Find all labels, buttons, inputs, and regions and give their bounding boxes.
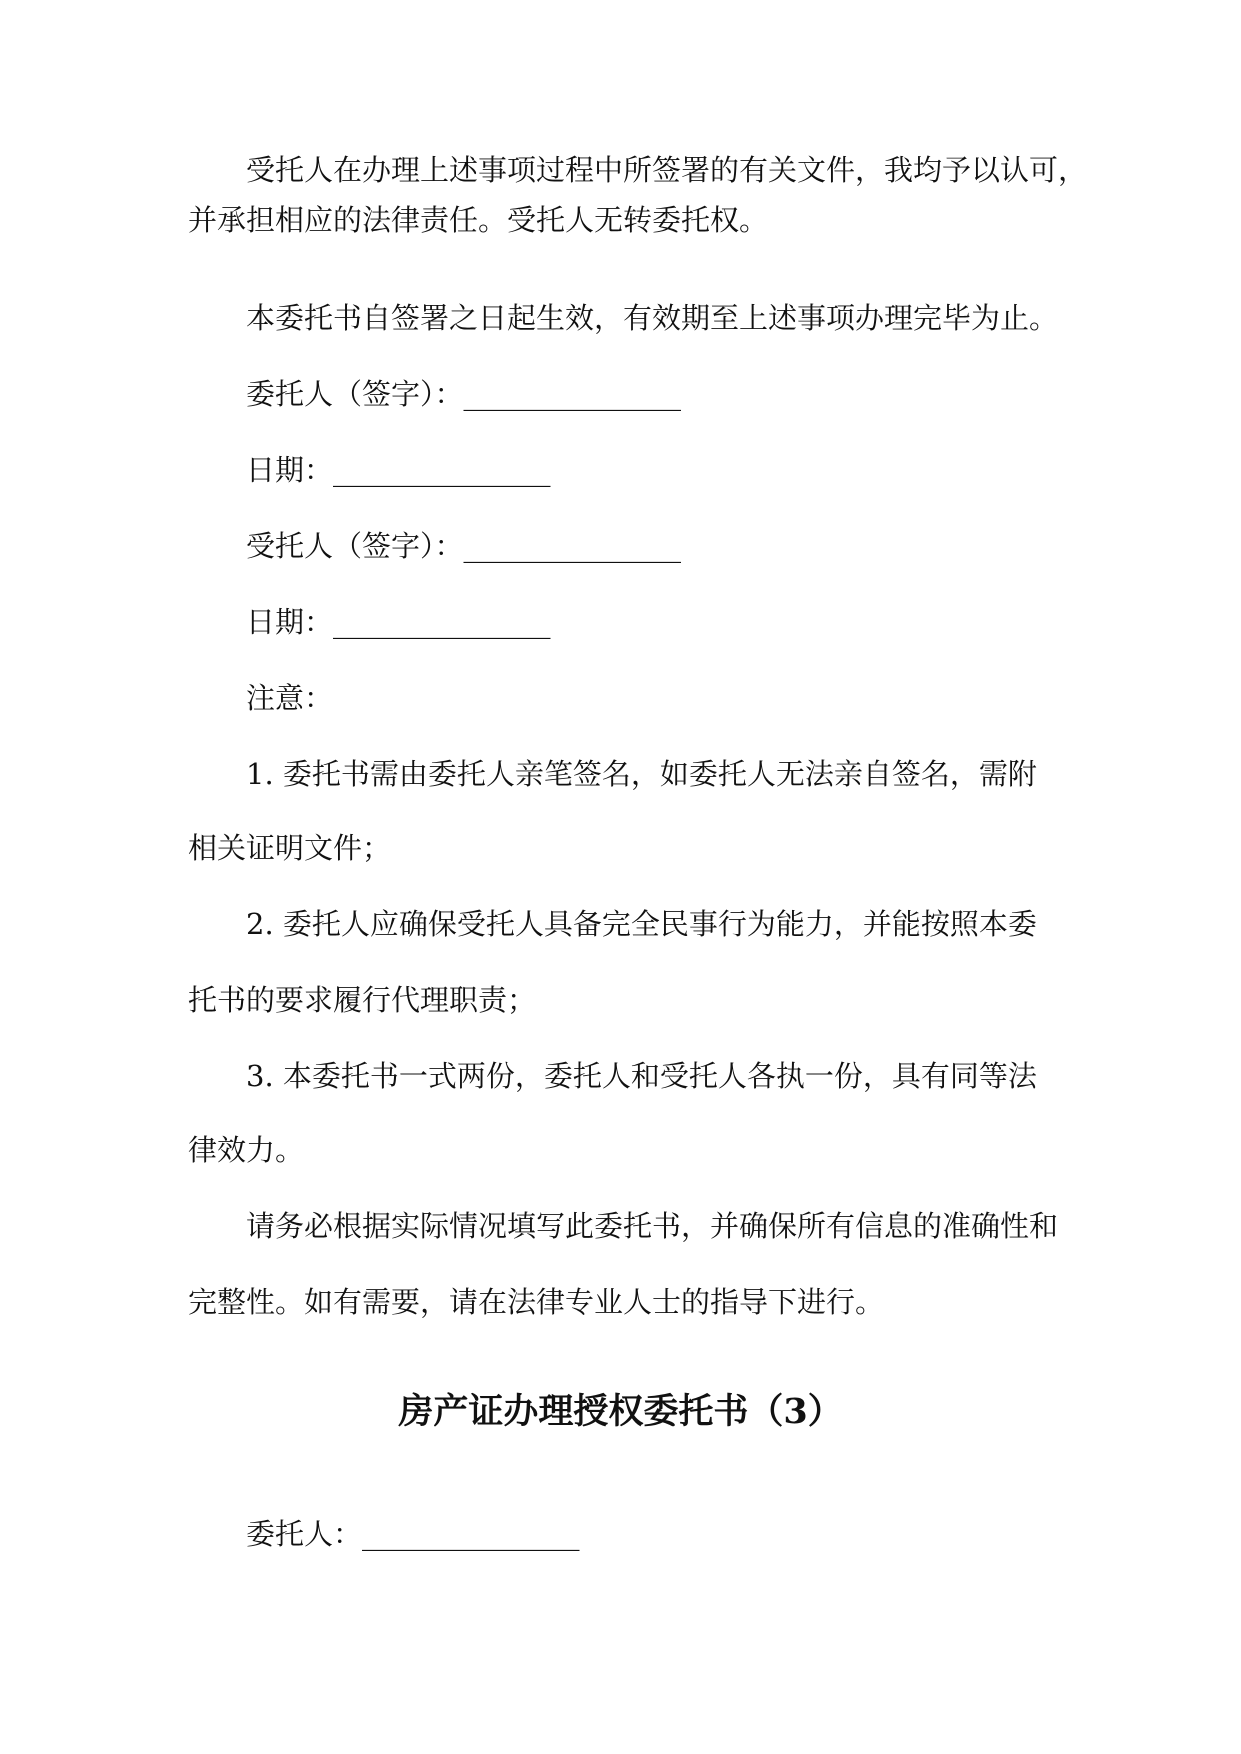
note-item-2-line-1: 2. 委托人应确保受托人具备完全民事行为能力，并能按照本委 <box>246 907 1037 941</box>
closing-line-1: 请务必根据实际情况填写此委托书，并确保所有信息的准确性和 <box>246 1209 1059 1243</box>
agent-date-line: 日期：_______________ <box>246 605 551 639</box>
paragraph-acknowledgement-line-1: 受托人在办理上述事项过程中所签署的有关文件，我均予以认可， <box>246 153 1088 187</box>
principal-signature-line: 委托人（签字）：_______________ <box>246 377 682 411</box>
principal-date-line: 日期：_______________ <box>246 453 551 487</box>
notes-heading: 注意： <box>246 681 334 715</box>
section3-principal-line: 委托人：_______________ <box>246 1517 580 1551</box>
note-item-1-line-2: 相关证明文件； <box>188 831 392 865</box>
note-item-3-line-2: 律效力。 <box>188 1133 305 1167</box>
note-item-2-line-2: 托书的要求履行代理职责； <box>188 983 537 1017</box>
note-item-3-line-1: 3. 本委托书一式两份，委托人和受托人各执一份，具有同等法 <box>246 1059 1037 1093</box>
section-title: 房产证办理授权委托书（3） <box>398 1391 843 1432</box>
closing-line-2: 完整性。如有需要，请在法律专业人士的指导下进行。 <box>188 1285 885 1319</box>
paragraph-validity: 本委托书自签署之日起生效，有效期至上述事项办理完毕为止。 <box>246 301 1059 335</box>
note-item-1-line-1: 1. 委托书需由委托人亲笔签名，如委托人无法亲自签名，需附 <box>246 757 1037 791</box>
paragraph-acknowledgement-line-2: 并承担相应的法律责任。受托人无转委托权。 <box>188 203 769 237</box>
agent-signature-line: 受托人（签字）：_______________ <box>246 529 682 563</box>
